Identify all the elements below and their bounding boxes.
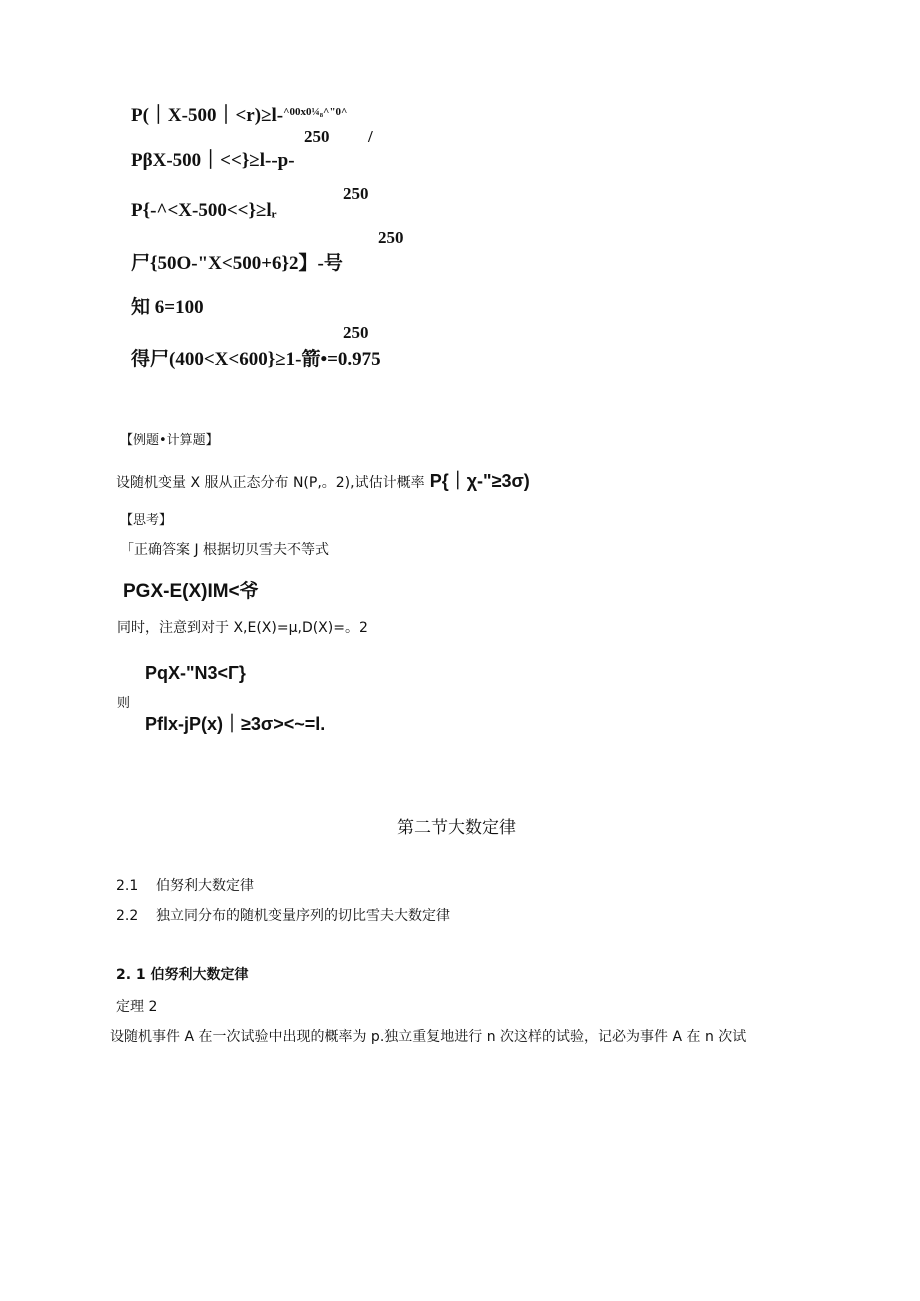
formula-line-1-sup: ^00x0¼₈^"0^ [283,106,348,118]
formula-line-5: 知 6=100 [131,297,204,318]
problem-statement [116,467,530,493]
ze-label: 则 [117,696,131,711]
formula-line-3: P{-^<X-500<<}≥lᵣ [131,200,277,221]
formula-a: PqX-"N3<Γ} [145,663,246,683]
toc-item-num: 2.1 [116,878,139,894]
toc-item-label: 伯努利大数定律 [156,878,254,894]
theorem-label: 定理 2 [116,999,158,1015]
toc-item [116,905,450,925]
theorem-body: 设随机事件 A 在一次试验中出现的概率为 p.独立重复地进行 n 次这样的试验，记必为事件 A 在 n 次试 [110,1029,747,1045]
example-heading: 【例题•计算题】 [120,433,219,448]
toc-item [116,875,254,895]
chebyshev-inequality: PGX-E(X)IM<爷 [123,581,259,602]
toc-item-label: 独立同分布的随机变量序列的切比雪夫大数定律 [156,908,450,924]
problem-text: 设随机变量 X 服从正态分布 N(P,。2),试估计概率 [116,475,425,491]
slash-mark: / [368,127,373,146]
formula-line-2: PβX-500｜<<}≥l--p- [131,150,295,171]
denominator-250: 250 [378,228,404,247]
toc-item-num: 2.2 [116,908,139,924]
denominator-250: 250 [304,127,330,146]
denominator-250: 250 [343,323,369,342]
formula-line-4: 尸{50O-"X<500+6}2】-号 [131,253,343,274]
formula-line-6: 得尸(400<X<600}≥1-箭•=0.975 [131,349,381,370]
think-heading: 【思考】 [120,513,173,528]
subsection-heading: 2. 1 伯努利大数定律 [116,967,249,983]
formula-b: Pflx-jP(x)｜≥3σ><~=l. [145,714,326,734]
formula-line-1 [131,100,347,127]
problem-formula: P{｜χ-"≥3σ) [429,471,530,491]
answer-text: 「正确答案 J 根据切贝雪夫不等式 [120,542,330,558]
note-text: 同时，注意到对于 X,E(X)=μ,D(X)=。2 [117,620,368,636]
formula-line-1-main: P(｜X-500｜<r)≥l- [131,105,284,126]
section-title: 第二节大数定律 [397,818,516,838]
denominator-250: 250 [343,184,369,203]
